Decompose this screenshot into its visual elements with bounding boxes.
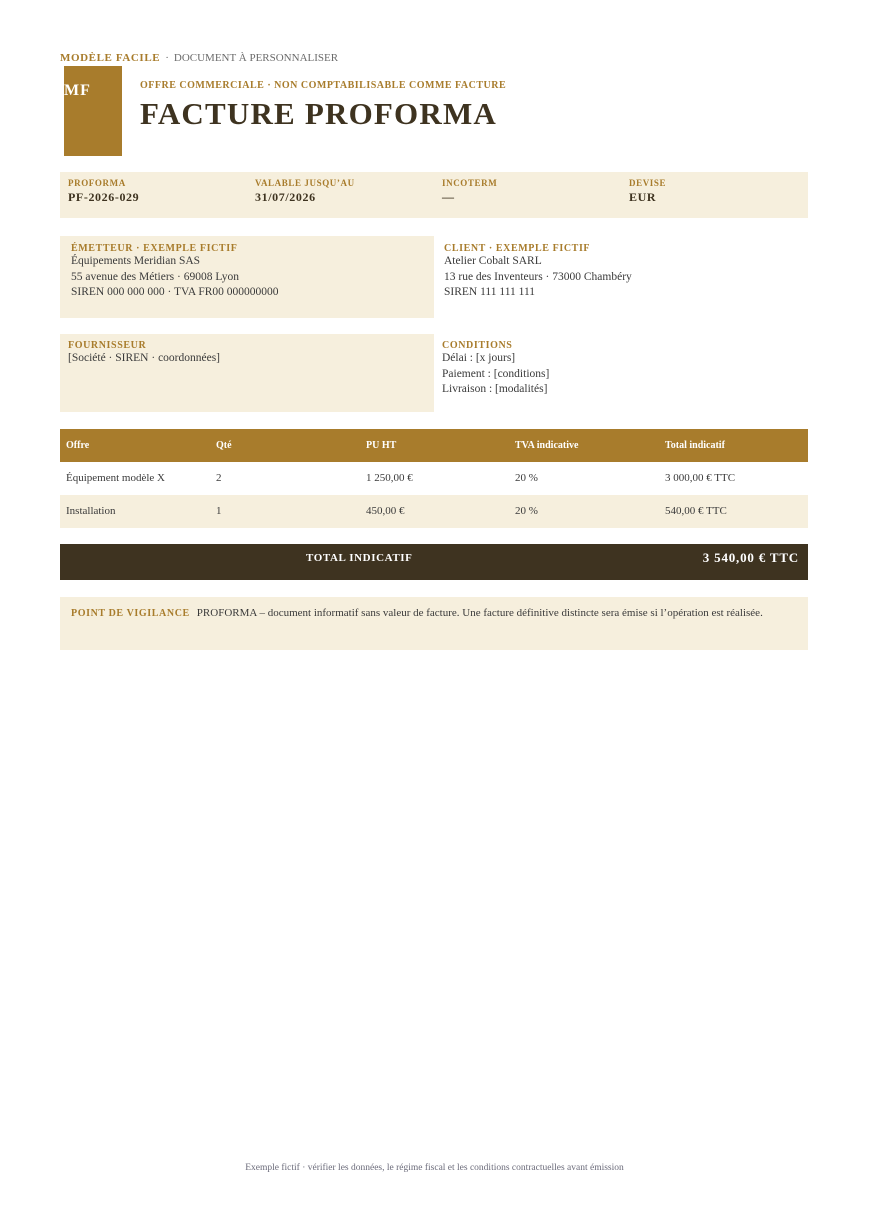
- meta-label: INCOTERM: [442, 178, 498, 188]
- total-value: 3 540,00 € TTC: [702, 550, 799, 565]
- cell-total: 3 000,00 € TTC: [665, 472, 736, 484]
- meta-value: PF-2026-029: [68, 190, 140, 204]
- meta-currency: [629, 178, 666, 205]
- cell-vat: 20 %: [515, 505, 538, 517]
- column-header-qty: Qté: [216, 440, 232, 451]
- footer-note: Exemple fictif · vérifier les données, le régime fiscal et les conditions contractuelles avant émission: [245, 1163, 624, 1173]
- meta-value: EUR: [629, 190, 657, 204]
- items-table: [60, 429, 808, 528]
- notice-label: POINT DE VIGILANCE: [71, 608, 190, 619]
- column-header-total: Total indicatif: [665, 440, 725, 451]
- column-header-offer: Offre: [66, 440, 90, 451]
- cell-qty: 2: [216, 472, 222, 484]
- conditions-label: CONDITIONS: [442, 340, 513, 351]
- column-header-vat: TVA indicative: [515, 440, 579, 451]
- conditions-card: [434, 334, 808, 412]
- supplier-details: [Société · SIREN · coordonnées]: [68, 352, 221, 364]
- logo: [64, 66, 122, 156]
- issuer-address: 55 avenue des Métiers · 69008 Lyon: [71, 270, 239, 283]
- total-bar: [60, 544, 808, 580]
- vigilance-notice: [60, 597, 808, 650]
- issuer-name: Équipements Meridian SAS: [71, 255, 201, 267]
- brand-name: MODÈLE FACILE: [60, 52, 161, 64]
- cell-vat: 20 %: [515, 472, 538, 484]
- cell-unit-price: 1 250,00 €: [366, 472, 413, 484]
- table-header-row: [60, 429, 808, 462]
- issuer-ids: SIREN 000 000 000 · TVA FR00 000000000: [71, 286, 279, 298]
- cell-offer: Installation: [66, 505, 116, 517]
- client-card: [434, 236, 808, 318]
- issuer-label: ÉMETTEUR · EXEMPLE FICTIF: [71, 243, 238, 254]
- brand-line: [60, 52, 338, 64]
- cell-unit-price: 450,00 €: [366, 505, 405, 517]
- condition-delay: Délai : [x jours]: [442, 352, 516, 364]
- notice-text: PROFORMA – document informatif sans valeur de facture. Une facture définitive distincte sera émise si l’opération est réalisée.: [196, 607, 763, 619]
- supplier-card: [60, 334, 434, 412]
- meta-value: 31/07/2026: [255, 190, 316, 204]
- table-row: [60, 495, 808, 528]
- cell-total: 540,00 € TTC: [665, 505, 727, 517]
- meta-label: PROFORMA: [68, 178, 126, 188]
- document-kicker: OFFRE COMMERCIALE · NON COMPTABILISABLE COMME FACTURE: [140, 80, 507, 91]
- meta-incoterm: [442, 178, 497, 205]
- client-address: 13 rue des Inventeurs · 73000 Chambéry: [444, 270, 632, 283]
- cell-offer: Équipement modèle X: [66, 472, 165, 484]
- meta-label: DEVISE: [629, 178, 667, 188]
- table-row: [60, 462, 808, 495]
- client-ids: SIREN 111 111 111: [444, 286, 536, 298]
- issuer-card: [60, 236, 434, 318]
- cell-qty: 1: [216, 505, 222, 517]
- condition-delivery: Livraison : [modalités]: [442, 383, 548, 395]
- brand-separator: ·: [165, 52, 169, 64]
- logo-text: MF: [64, 82, 91, 99]
- meta-value: —: [442, 190, 455, 204]
- meta-band: [60, 172, 808, 218]
- client-name: Atelier Cobalt SARL: [444, 255, 542, 267]
- meta-label: VALABLE JUSQU’AU: [255, 178, 355, 188]
- page-title: FACTURE PROFORMA: [140, 96, 498, 131]
- supplier-label: FOURNISSEUR: [68, 340, 147, 351]
- brand-tagline: DOCUMENT À PERSONNALISER: [173, 52, 339, 64]
- condition-payment: Paiement : [conditions]: [442, 367, 550, 380]
- meta-proforma: [68, 178, 139, 205]
- total-label: TOTAL INDICATIF: [306, 552, 413, 564]
- column-header-unit-price: PU HT: [366, 440, 397, 451]
- client-label: CLIENT · EXEMPLE FICTIF: [444, 243, 591, 254]
- meta-valid-until: [255, 178, 355, 205]
